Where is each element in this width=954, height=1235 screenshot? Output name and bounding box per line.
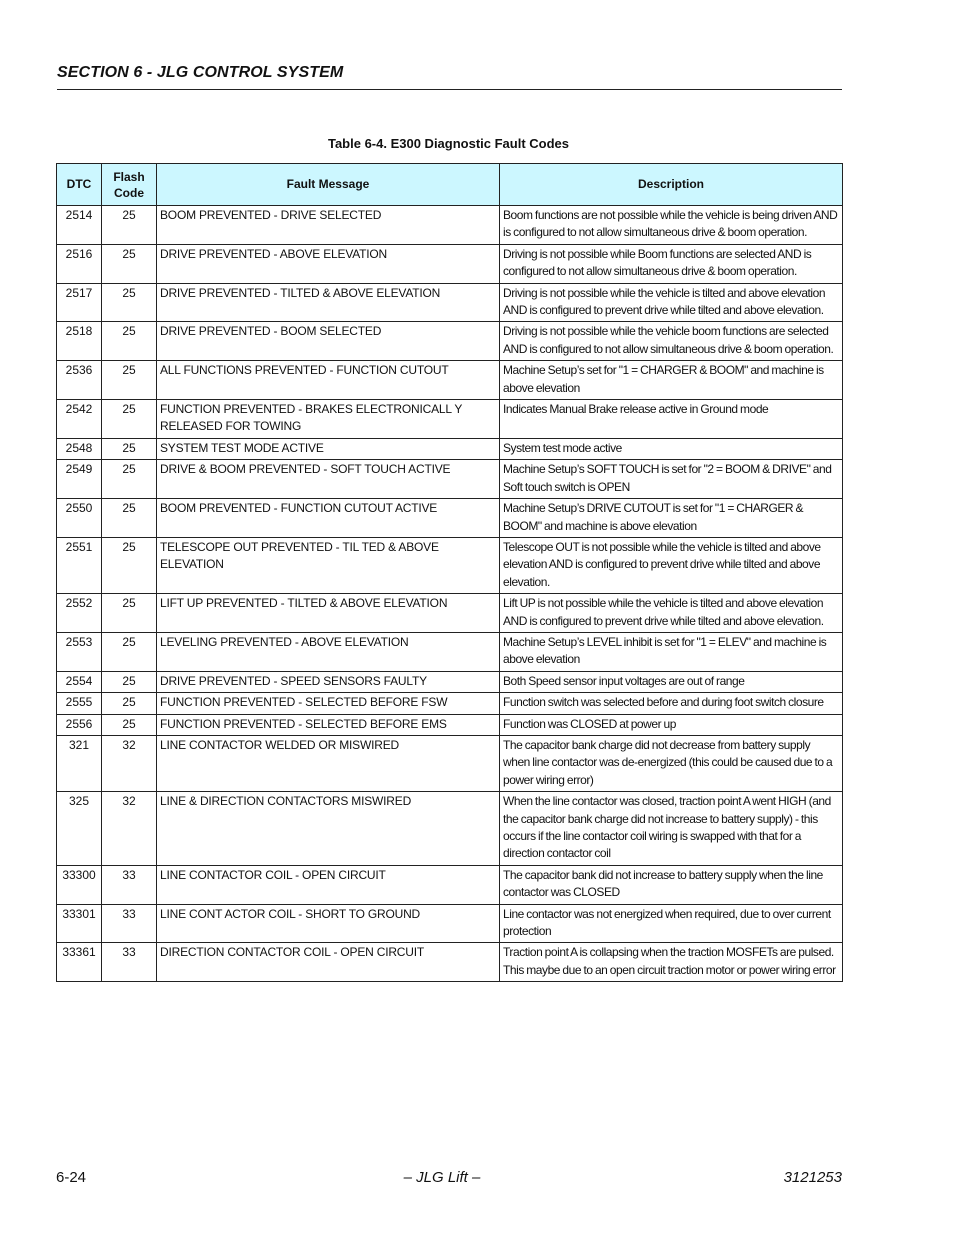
table-body <box>57 206 843 982</box>
flash-code-cell: 25 <box>102 244 157 283</box>
flash-code-cell: 25 <box>102 400 157 439</box>
document-number: 3121253 <box>783 1169 842 1186</box>
dtc-cell: 2516 <box>57 244 102 283</box>
description-cell: Both Speed sensor input voltages are out of range <box>500 671 843 692</box>
table-row <box>57 460 843 499</box>
table-row <box>57 792 843 866</box>
flash-code-cell: 25 <box>102 594 157 633</box>
fault-message-cell: ALL FUNCTIONS PREVENTED - FUNCTION CUTOUT <box>157 361 500 400</box>
table-caption: Table 6-4. E300 Diagnostic Fault Codes <box>327 136 570 151</box>
description-cell: Line contactor was not energized when required, due to over current protection <box>500 904 843 943</box>
table-row <box>57 735 843 791</box>
fault-message-cell: BOOM PREVENTED - DRIVE SELECTED <box>157 206 500 245</box>
table-row <box>57 904 843 943</box>
flash-code-cell: 33 <box>102 943 157 982</box>
fault-message-cell: LIFT UP PREVENTED - TILTED & ABOVE ELEVATION <box>157 594 500 633</box>
dtc-cell: 2518 <box>57 322 102 361</box>
description-cell: Function switch was selected before and during foot switch closure <box>500 693 843 714</box>
description-cell: Lift UP is not possible while the vehicle is tilted and above elevation AND is configured to prevent drive while tilted and above elevation. <box>500 594 843 633</box>
dtc-cell: 33300 <box>57 865 102 904</box>
table-row <box>57 714 843 735</box>
description-cell: Machine Setup’s set for "1 = CHARGER & BOOM" and machine is above elevation <box>500 361 843 400</box>
fault-message-cell: DIRECTION CONTACTOR COIL - OPEN CIRCUIT <box>157 943 500 982</box>
description-cell: System test mode active <box>500 438 843 459</box>
dtc-cell: 321 <box>57 735 102 791</box>
flash-code-cell: 25 <box>102 438 157 459</box>
fault-message-cell: LINE CONTACTOR COIL - OPEN CIRCUIT <box>157 865 500 904</box>
fault-message-cell: LEVELING PREVENTED - ABOVE ELEVATION <box>157 632 500 671</box>
table-row <box>57 361 843 400</box>
flash-code-cell: 25 <box>102 714 157 735</box>
flash-code-cell: 25 <box>102 671 157 692</box>
dtc-cell: 2553 <box>57 632 102 671</box>
description-cell: Driving is not possible while the vehicle is tilted and above elevation AND is configured to prevent drive while tilted and above elevation. <box>500 283 843 322</box>
table-row <box>57 537 843 593</box>
description-cell: Machine Setup’s SOFT TOUCH is set for "2 = BOOM & DRIVE" and Soft touch switch is OPEN <box>500 460 843 499</box>
flash-code-cell: 25 <box>102 206 157 245</box>
description-cell: Boom functions are not possible while the vehicle is being driven AND is configured to not allow simultaneous drive & boom operation. <box>500 206 843 245</box>
description-cell: Driving is not possible while the vehicle boom functions are selected AND is configured to not allow simultaneous drive & boom operation. <box>500 322 843 361</box>
description-cell: Telescope OUT is not possible while the vehicle is tilted and above elevation AND is configured to prevent drive while tilted and above elevation. <box>500 537 843 593</box>
footer-publisher: – JLG Lift – <box>403 1169 481 1186</box>
flash-code-cell: 33 <box>102 865 157 904</box>
fault-message-cell: LINE CONT ACTOR COIL - SHORT TO GROUND <box>157 904 500 943</box>
description-cell: Machine Setup’s DRIVE CUTOUT is set for "1 = CHARGER & BOOM" and machine is above elevation <box>500 499 843 538</box>
fault-message-cell: FUNCTION PREVENTED - BRAKES ELECTRONICALL Y RELEASED FOR TOWING <box>157 400 500 439</box>
flash-code-cell: 25 <box>102 499 157 538</box>
column-header-flash-code: Flash Code <box>102 164 157 206</box>
flash-code-cell: 25 <box>102 361 157 400</box>
dtc-cell: 2548 <box>57 438 102 459</box>
table-row <box>57 438 843 459</box>
fault-message-cell: DRIVE & BOOM PREVENTED - SOFT TOUCH ACTIVE <box>157 460 500 499</box>
column-header-description: Description <box>500 164 843 206</box>
fault-message-cell: DRIVE PREVENTED - BOOM SELECTED <box>157 322 500 361</box>
description-cell: Indicates Manual Brake release active in Ground mode <box>500 400 843 439</box>
table-row <box>57 400 843 439</box>
dtc-cell: 2517 <box>57 283 102 322</box>
description-cell: The capacitor bank charge did not decrease from battery supply when line contactor was de-energized (this could be caused due to a power wiring error) <box>500 735 843 791</box>
dtc-cell: 2551 <box>57 537 102 593</box>
dtc-cell: 33361 <box>57 943 102 982</box>
fault-message-cell: BOOM PREVENTED - FUNCTION CUTOUT ACTIVE <box>157 499 500 538</box>
description-cell: The capacitor bank did not increase to battery supply when the line contactor was CLOSED <box>500 865 843 904</box>
dtc-cell: 2550 <box>57 499 102 538</box>
flash-code-cell: 25 <box>102 537 157 593</box>
fault-message-cell: DRIVE PREVENTED - SPEED SENSORS FAULTY <box>157 671 500 692</box>
dtc-cell: 2552 <box>57 594 102 633</box>
dtc-cell: 2554 <box>57 671 102 692</box>
dtc-cell: 2549 <box>57 460 102 499</box>
fault-message-cell: LINE & DIRECTION CONTACTORS MISWIRED <box>157 792 500 866</box>
fault-code-table <box>56 163 843 982</box>
description-cell: Function was CLOSED at power up <box>500 714 843 735</box>
fault-message-cell: DRIVE PREVENTED - ABOVE ELEVATION <box>157 244 500 283</box>
fault-message-cell: LINE CONTACTOR WELDED OR MISWIRED <box>157 735 500 791</box>
dtc-cell: 325 <box>57 792 102 866</box>
fault-message-cell: DRIVE PREVENTED - TILTED & ABOVE ELEVATION <box>157 283 500 322</box>
flash-code-cell: 25 <box>102 322 157 361</box>
flash-code-cell: 32 <box>102 735 157 791</box>
table-row <box>57 322 843 361</box>
table-row <box>57 865 843 904</box>
fault-message-cell: TELESCOPE OUT PREVENTED - TIL TED & ABOVE ELEVATION <box>157 537 500 593</box>
table-row <box>57 632 843 671</box>
dtc-cell: 2555 <box>57 693 102 714</box>
table-row <box>57 693 843 714</box>
table-row <box>57 206 843 245</box>
description-cell: When the line contactor was closed, traction point A went HIGH (and the capacitor bank charge did not increase to battery supply) - this occurs if the line contactor coil wiring is swapped with that for a direction contactor coil <box>500 792 843 866</box>
description-cell: Driving is not possible while Boom functions are selected AND is configured to not allow simultaneous drive & boom operation. <box>500 244 843 283</box>
dtc-cell: 2536 <box>57 361 102 400</box>
table-row <box>57 671 843 692</box>
flash-code-cell: 25 <box>102 693 157 714</box>
table-row <box>57 499 843 538</box>
flash-code-cell: 25 <box>102 632 157 671</box>
flash-code-cell: 25 <box>102 283 157 322</box>
table-row <box>57 594 843 633</box>
header-rule <box>57 89 842 90</box>
description-cell: Traction point A is collapsing when the traction MOSFETs are pulsed. This maybe due to an open circuit traction motor or power wiring error <box>500 943 843 982</box>
column-header-dtc: DTC <box>57 164 102 206</box>
flash-code-cell: 32 <box>102 792 157 866</box>
table-row <box>57 244 843 283</box>
fault-message-cell: FUNCTION PREVENTED - SELECTED BEFORE FSW <box>157 693 500 714</box>
table-row <box>57 283 843 322</box>
dtc-cell: 2514 <box>57 206 102 245</box>
table-header-row <box>57 164 843 206</box>
column-header-fault-message: Fault Message <box>157 164 500 206</box>
dtc-cell: 2556 <box>57 714 102 735</box>
flash-code-cell: 33 <box>102 904 157 943</box>
dtc-cell: 33301 <box>57 904 102 943</box>
table-row <box>57 943 843 982</box>
flash-code-cell: 25 <box>102 460 157 499</box>
fault-message-cell: FUNCTION PREVENTED - SELECTED BEFORE EMS <box>157 714 500 735</box>
page-number: 6-24 <box>56 1169 87 1186</box>
description-cell: Machine Setup’s LEVEL inhibit is set for "1 = ELEV" and machine is above elevation <box>500 632 843 671</box>
fault-message-cell: SYSTEM TEST MODE ACTIVE <box>157 438 500 459</box>
section-title: SECTION 6 - JLG CONTROL SYSTEM <box>57 64 344 81</box>
dtc-cell: 2542 <box>57 400 102 439</box>
